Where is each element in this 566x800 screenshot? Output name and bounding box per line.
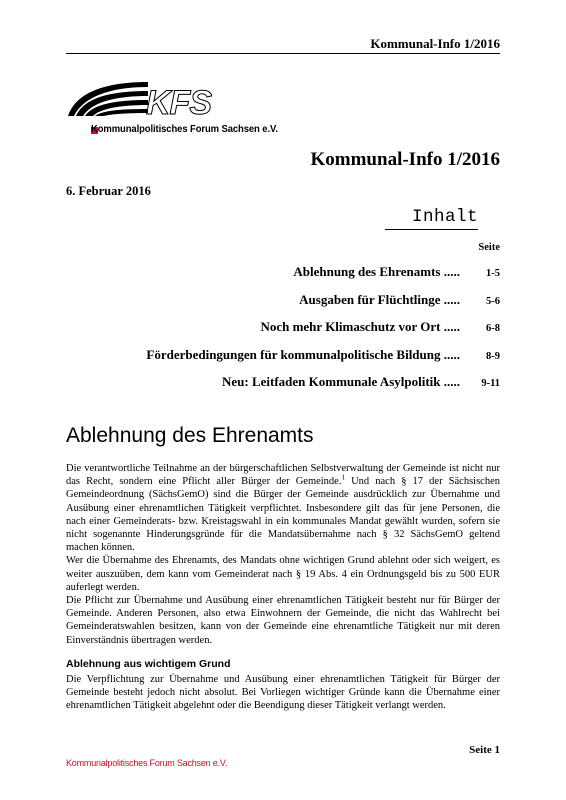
section-subheading: Ablehnung aus wichtigem Grund	[66, 658, 231, 670]
logo-organization-name: Kommunalpolitisches Forum Sachsen e.V.	[91, 123, 278, 135]
footer-organization: Kommunalpolitisches Forum Sachsen e.V.	[66, 758, 228, 768]
paragraph: Die Verpflichtung zur Übernahme und Ausübung einer ehrenamtlichen Tätigkeit für Bürger der Gemeinde besteht jedoch nicht absolut. Bei Vorliegen wichtiger Gründe kann die Übernahme einer ehrenamtlichen Tätigkeit abgelehnt oder die Beendigung dieser Tätigkeit verlangt werden.	[66, 674, 500, 712]
toc-item[interactable]	[146, 347, 500, 363]
running-header-title: Kommunal-Info 1/2016	[370, 36, 500, 51]
paragraph-text: Und nach § 17 der Sächsischen Gemeindeordnung (SächsGemO) sind die Bürger der Gemeinde ausdrücklich zur Übernahme und Ausübung einer ehrenamtlichen Tätigkeit verpflichtet. Insbesondere gilt das für jene Personen, die nach einer Gemeinderats- bzw. Kreistagswahl in ein kommunales Mandat gewählt wurden, sofern sie nicht sogenannte Hinderungsgründe für die Mandatsübernahme nach § 32 SächsGemO geltend machen können.	[66, 476, 500, 554]
toc-item-title: Neu: Leitfaden Kommunale Asylpolitik .....	[222, 374, 460, 389]
toc-item-pages: 6-8	[486, 323, 500, 334]
paragraph: Die Pflicht zur Übernahme und Ausübung einer ehrenamtlichen Tätigkeit besteht nur für Bürger der Gemeinde. Anderen Personen, also etwa Einwohnern der Gemeinde, die nicht das Wahlrecht bei Gemeinderatswahlen besitzen, kann von der Gemeinde eine ehrenamtliche Tätigkeit nur mit deren Einverständnis übertragen werden.	[66, 595, 500, 646]
article-body-continued	[66, 673, 500, 713]
page-number: Seite 1	[469, 744, 500, 756]
issue-title: Kommunal-Info 1/2016	[310, 149, 500, 170]
paragraph: Wer die Übernahme des Ehrenamts, des Mandats ohne wichtigen Grund ablehnt oder sich weigert, es weiter auszuüben, dem kann vom Gemeinderat nach § 19 Abs. 4 ein Ordnungsgeld bis zu 500 EUR auferlegt werden.	[66, 555, 500, 593]
header-rule	[66, 53, 500, 54]
paragraph-text: Die verantwortliche Teilnahme an der bürgerschaftlichen Selbstverwaltung der Gemeinde ist nicht nur das Recht, sondern eine Pflicht aller Bürger der Gemeinde.	[66, 463, 500, 488]
toc-item-title: Ablehnung des Ehrenamts .....	[293, 264, 460, 279]
toc-item-title: Noch mehr Klimaschutz vor Ort .....	[260, 319, 460, 334]
toc-item-pages: 9-11	[481, 378, 500, 389]
toc-item-pages: 1-5	[486, 268, 500, 279]
logo-letters: KFS	[146, 84, 211, 122]
toc-item[interactable]	[222, 374, 500, 390]
toc-item-pages: 5-6	[486, 296, 500, 307]
toc-item[interactable]	[293, 264, 500, 280]
toc-item[interactable]	[299, 292, 500, 308]
toc-heading: Inhalt	[411, 207, 478, 227]
toc-heading-underline	[385, 229, 478, 230]
toc-item-title: Förderbedingungen für kommunalpolitische Bildung .....	[146, 347, 460, 362]
toc-item-title: Ausgaben für Flüchtlinge .....	[299, 292, 460, 307]
article-title: Ablehnung des Ehrenamts	[66, 424, 314, 447]
issue-date: 6. Februar 2016	[66, 184, 151, 198]
toc-item[interactable]	[260, 319, 500, 335]
toc-page-column-label: Seite	[478, 242, 500, 253]
footnote-marker[interactable]: 1	[341, 473, 345, 482]
paragraph	[66, 462, 500, 554]
article-body	[66, 462, 500, 647]
toc-item-pages: 8-9	[486, 351, 500, 362]
